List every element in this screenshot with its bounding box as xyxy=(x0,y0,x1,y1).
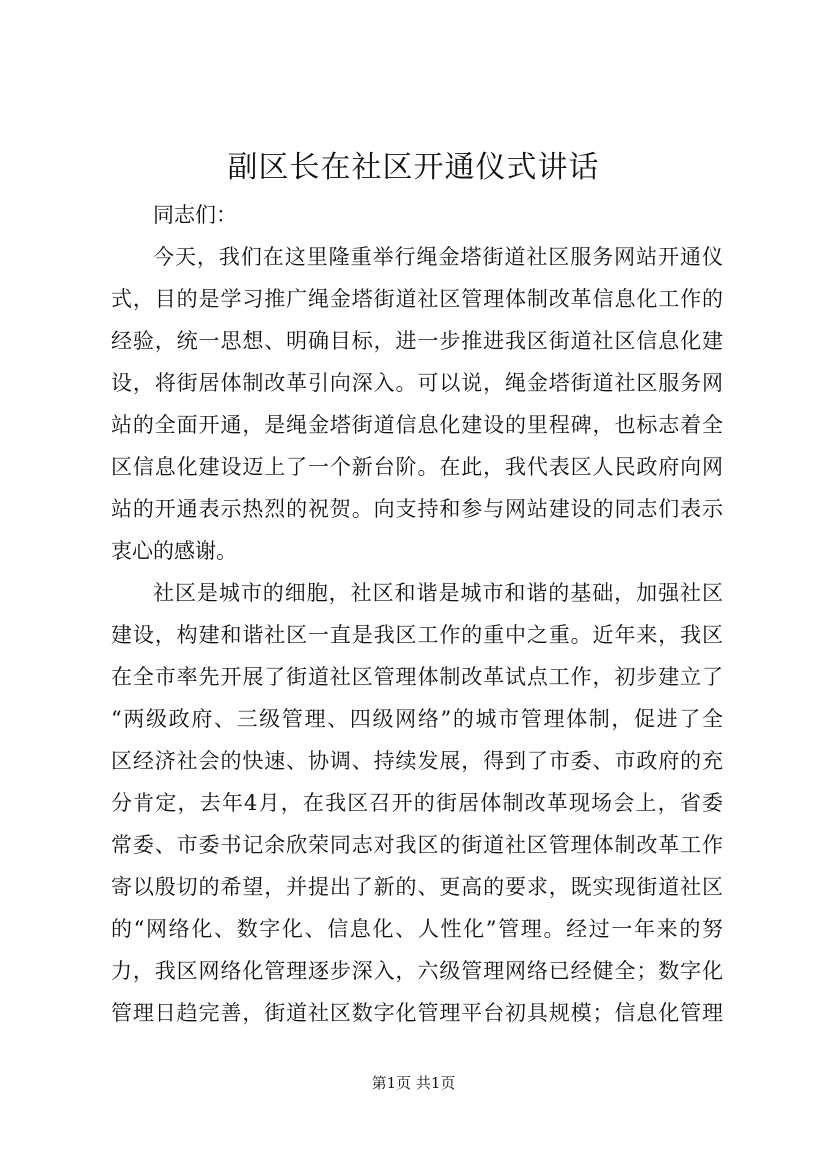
paragraph-line: 式，目的是学习推广绳金塔街道社区管理体制改革信息化工作的 xyxy=(111,287,723,311)
paragraph-line: 分肯定，去年4月，在我区召开的街居体制改革现场会上，省委 xyxy=(111,791,723,815)
paragraph-line: 区信息化建设迈上了一个新台阶。在此，我代表区人民政府向网 xyxy=(111,455,723,479)
paragraph-line: 在全市率先开展了街道社区管理体制改革试点工作，初步建立了 xyxy=(111,665,723,689)
page-footer: 第1页 共1页 xyxy=(371,1074,456,1092)
paragraph-line: 经验，统一思想、明确目标，进一步推进我区街道社区信息化建 xyxy=(111,329,723,353)
paragraph-line: 常委、市委书记余欣荣同志对我区的街道社区管理体制改革工作 xyxy=(111,833,723,857)
document-title: 副区长在社区开通仪式讲话 xyxy=(227,150,600,185)
paragraph-line: 建设，构建和谐社区一直是我区工作的重中之重。近年来，我区 xyxy=(111,623,723,647)
paragraph-line: 区经济社会的快速、协调、持续发展，得到了市委、市政府的充 xyxy=(111,749,723,773)
paragraph-line: 同志们： xyxy=(153,203,237,227)
paragraph-line: 社区是城市的细胞，社区和谐是城市和谐的基础，加强社区 xyxy=(153,581,723,605)
paragraph-line: 的“网络化、数字化、信息化、人性化”管理。经过一年来的努 xyxy=(111,917,723,941)
paragraph-line: 站的全面开通，是绳金塔街道信息化建设的里程碑，也标志着全 xyxy=(111,413,723,437)
paragraph-line: 设，将街居体制改革引向深入。可以说，绳金塔街道社区服务网 xyxy=(111,371,723,395)
paragraph-line: 管理日趋完善，街道社区数字化管理平台初具规模；信息化管理 xyxy=(111,1001,723,1025)
paragraph-line: 今天，我们在这里隆重举行绳金塔街道社区服务网站开通仪 xyxy=(153,245,723,269)
paragraph-line: 站的开通表示热烈的祝贺。向支持和参与网站建设的同志们表示 xyxy=(111,497,723,521)
paragraph-line: 寄以殷切的希望，并提出了新的、更高的要求，既实现街道社区 xyxy=(111,875,723,899)
paragraph-line: 衷心的感谢。 xyxy=(111,539,237,563)
paragraph-line: “两级政府、三级管理、四级网络”的城市管理体制，促进了全 xyxy=(111,707,723,731)
paragraph-line: 力，我区网络化管理逐步深入，六级管理网络已经健全；数字化 xyxy=(111,959,723,983)
